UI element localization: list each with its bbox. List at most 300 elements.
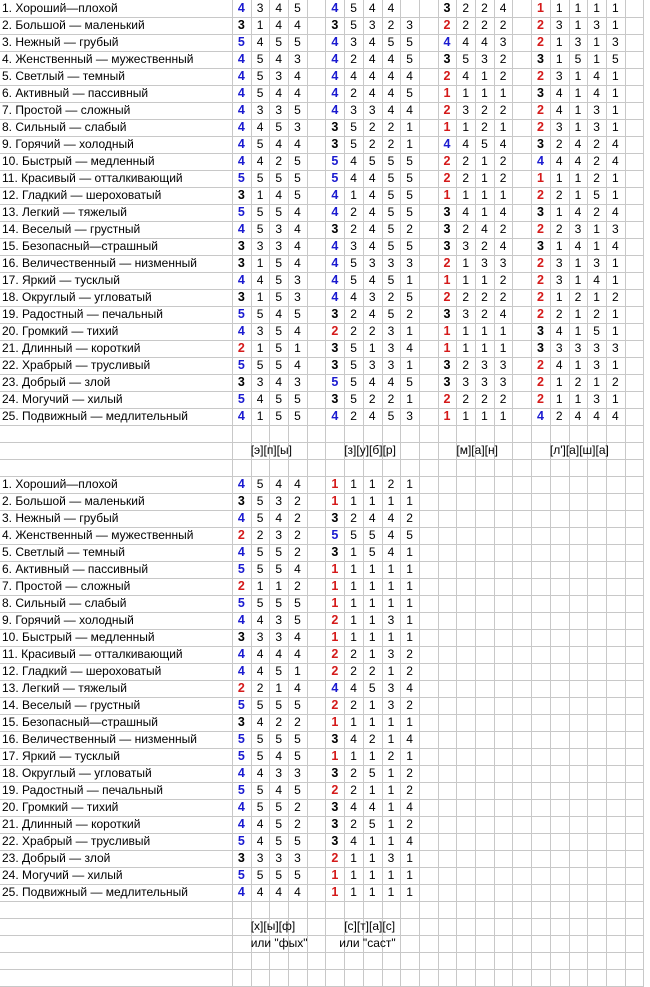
score-cell: 2 — [350, 307, 357, 321]
score-cell: 1 — [574, 86, 582, 100]
grid-cell — [513, 510, 533, 528]
grid-cell — [456, 493, 476, 511]
score-cell: 4 — [368, 511, 376, 525]
grid-cell — [569, 714, 589, 732]
grid-cell — [344, 459, 364, 477]
score-cell: 1 — [387, 766, 395, 780]
score-cell: 5 — [275, 409, 283, 423]
score-cell: 1 — [574, 69, 582, 83]
score-cell: 3 — [555, 120, 563, 134]
score-cell: 2 — [462, 1, 470, 15]
score-cell: 1 — [574, 103, 582, 117]
grid-cell — [569, 510, 589, 528]
grid-cell — [307, 731, 327, 749]
score-cell: 4 — [406, 732, 413, 746]
score-cell: 5 — [256, 477, 264, 491]
grid-cell — [419, 51, 439, 69]
grid-cell — [269, 425, 289, 443]
score-cell: 4 — [387, 52, 395, 66]
score-cell: 4 — [368, 222, 376, 236]
attribute-label: 12. Гладкий — шероховатый — [2, 664, 162, 678]
grid-cell — [550, 578, 570, 596]
grid-cell — [475, 731, 495, 749]
grid-cell — [419, 714, 439, 732]
score-cell: 4 — [275, 137, 283, 151]
grid-cell — [625, 510, 645, 528]
grid-cell — [363, 459, 383, 477]
grid-cell — [513, 561, 533, 579]
attribute-label: 24. Могучий — хилый — [2, 392, 123, 406]
grid-cell — [569, 493, 589, 511]
grid-cell — [456, 612, 476, 630]
score-cell: 1 — [368, 783, 376, 797]
score-cell: 2 — [275, 715, 283, 729]
grid-cell — [606, 918, 626, 936]
score-cell: 3 — [256, 375, 264, 389]
attribute-label: 6. Активный — пассивный — [2, 562, 149, 576]
grid-cell — [307, 782, 327, 800]
score-cell: 1 — [368, 341, 376, 355]
grid-cell — [475, 425, 495, 443]
grid-cell — [419, 952, 439, 970]
summary-score: 5 — [237, 358, 245, 372]
score-cell: 5 — [294, 154, 301, 168]
score-cell: 5 — [294, 834, 301, 848]
summary-score: 4 — [331, 35, 339, 49]
grid-cell — [531, 629, 551, 647]
score-cell: 4 — [555, 103, 563, 117]
grid-cell — [513, 323, 533, 341]
score-cell: 2 — [350, 783, 357, 797]
score-cell: 5 — [368, 681, 376, 695]
score-cell: 3 — [593, 341, 600, 355]
score-cell: 3 — [387, 324, 395, 338]
grid-cell — [606, 527, 626, 545]
score-cell: 5 — [256, 358, 264, 372]
grid-cell — [531, 612, 551, 630]
score-cell: 1 — [481, 324, 488, 338]
score-cell: 2 — [406, 307, 413, 321]
summary-score: 5 — [237, 698, 245, 712]
grid-cell — [569, 459, 589, 477]
grid-cell — [606, 510, 626, 528]
grid-cell — [456, 833, 476, 851]
score-cell: 4 — [387, 528, 395, 542]
grid-cell — [494, 850, 514, 868]
score-cell: 3 — [275, 239, 283, 253]
grid-cell — [606, 663, 626, 681]
summary-score: 1 — [331, 562, 339, 576]
grid-cell — [531, 459, 551, 477]
grid-cell — [494, 476, 514, 494]
score-cell: 1 — [368, 630, 376, 644]
score-cell: 3 — [481, 256, 488, 270]
summary-score: 2 — [537, 358, 544, 372]
grid-cell — [606, 901, 626, 919]
alt-spelling-note: или "фых" — [250, 936, 308, 950]
grid-cell — [419, 391, 439, 409]
score-cell: 3 — [555, 18, 563, 32]
grid-cell — [513, 119, 533, 137]
grid-cell — [569, 646, 589, 664]
grid-cell — [606, 680, 626, 698]
summary-score: 1 — [331, 868, 339, 882]
grid-cell — [494, 697, 514, 715]
score-cell: 4 — [612, 154, 619, 168]
grid-cell — [513, 102, 533, 120]
score-cell: 2 — [481, 1, 488, 15]
grid-cell — [419, 493, 439, 511]
grid-cell — [625, 561, 645, 579]
attribute-label: 18. Округлый — угловатый — [2, 290, 152, 304]
grid-cell — [494, 969, 514, 987]
score-cell: 4 — [256, 766, 264, 780]
score-cell: 1 — [406, 358, 413, 372]
score-cell: 3 — [368, 18, 376, 32]
summary-score: 3 — [443, 358, 451, 372]
score-cell: 2 — [387, 749, 395, 763]
score-cell: 2 — [499, 52, 507, 66]
score-cell: 3 — [275, 613, 283, 627]
grid-cell — [438, 527, 458, 545]
score-cell: 5 — [294, 868, 301, 882]
score-cell: 5 — [406, 86, 413, 100]
attribute-label: 7. Простой — сложный — [2, 103, 131, 117]
score-cell: 1 — [555, 35, 563, 49]
grid-cell — [494, 646, 514, 664]
grid-cell — [0, 935, 233, 953]
grid-cell — [513, 646, 533, 664]
grid-cell — [307, 272, 327, 290]
grid-cell — [251, 969, 271, 987]
grid-cell — [513, 136, 533, 154]
score-cell: 4 — [275, 86, 283, 100]
score-cell: 3 — [481, 358, 488, 372]
grid-cell — [513, 663, 533, 681]
grid-cell — [475, 799, 495, 817]
grid-cell — [400, 901, 420, 919]
score-cell: 1 — [612, 103, 619, 117]
summary-score: 5 — [237, 171, 245, 185]
score-cell: 5 — [294, 596, 301, 610]
grid-cell — [587, 833, 607, 851]
grid-cell — [513, 901, 533, 919]
grid-cell — [513, 748, 533, 766]
attribute-label: 4. Женственный — мужественный — [2, 528, 194, 542]
score-cell: 3 — [612, 341, 619, 355]
score-cell: 1 — [368, 868, 376, 882]
grid-cell — [625, 187, 645, 205]
score-cell: 5 — [256, 69, 264, 83]
grid-cell — [569, 544, 589, 562]
score-cell: 1 — [593, 239, 600, 253]
score-cell: 3 — [368, 256, 376, 270]
summary-score: 4 — [331, 239, 339, 253]
score-cell: 1 — [462, 256, 470, 270]
score-cell: 5 — [387, 35, 395, 49]
summary-score: 3 — [237, 18, 245, 32]
grid-cell — [307, 238, 327, 256]
score-cell: 1 — [612, 1, 619, 15]
grid-cell — [307, 629, 327, 647]
grid-cell — [531, 442, 551, 460]
summary-score: 1 — [331, 579, 339, 593]
grid-cell — [0, 918, 233, 936]
grid-cell — [587, 697, 607, 715]
attribute-label: 14. Веселый — грустный — [2, 698, 141, 712]
summary-score: 5 — [237, 562, 245, 576]
grid-cell — [587, 901, 607, 919]
grid-cell — [307, 170, 327, 188]
score-cell: 2 — [462, 290, 470, 304]
score-cell: 1 — [481, 188, 488, 202]
score-cell: 1 — [368, 851, 376, 865]
grid-cell — [625, 374, 645, 392]
grid-cell — [494, 731, 514, 749]
score-cell: 1 — [406, 324, 413, 338]
grid-cell — [550, 646, 570, 664]
score-cell: 4 — [256, 715, 264, 729]
score-cell: 5 — [256, 732, 264, 746]
grid-cell — [307, 187, 327, 205]
grid-cell — [550, 476, 570, 494]
score-cell: 1 — [368, 647, 376, 661]
score-cell: 1 — [555, 239, 563, 253]
score-cell: 1 — [612, 120, 619, 134]
grid-cell — [550, 459, 570, 477]
score-cell: 5 — [275, 800, 283, 814]
score-cell: 4 — [256, 885, 264, 899]
grid-cell — [625, 850, 645, 868]
attribute-label: 16. Величественный — низменный — [2, 732, 197, 746]
summary-score: 1 — [443, 86, 451, 100]
score-cell: 1 — [294, 664, 301, 678]
grid-cell — [513, 408, 533, 426]
score-cell: 2 — [350, 409, 357, 423]
grid-cell — [494, 578, 514, 596]
score-cell: 5 — [256, 749, 264, 763]
score-cell: 1 — [462, 273, 470, 287]
score-cell: 3 — [294, 851, 301, 865]
grid-cell — [438, 476, 458, 494]
score-cell: 1 — [593, 222, 600, 236]
grid-cell — [307, 578, 327, 596]
grid-cell — [513, 255, 533, 273]
grid-cell — [625, 459, 645, 477]
grid-cell — [606, 425, 626, 443]
score-cell: 4 — [593, 86, 600, 100]
score-cell: 5 — [350, 528, 357, 542]
score-cell: 1 — [499, 324, 507, 338]
grid-cell — [475, 918, 495, 936]
grid-cell — [475, 816, 495, 834]
grid-cell — [494, 816, 514, 834]
grid-cell — [419, 901, 439, 919]
score-cell: 1 — [368, 834, 376, 848]
summary-score: 2 — [537, 18, 544, 32]
score-cell: 4 — [294, 69, 301, 83]
score-cell: 1 — [612, 256, 619, 270]
attribute-label: 19. Радостный — печальный — [2, 307, 163, 321]
score-cell: 4 — [555, 324, 563, 338]
grid-cell — [494, 425, 514, 443]
grid-cell — [307, 680, 327, 698]
grid-cell — [513, 782, 533, 800]
grid-cell — [625, 221, 645, 239]
grid-cell — [288, 425, 308, 443]
score-cell: 2 — [294, 817, 301, 831]
grid-cell — [307, 476, 327, 494]
grid-cell — [475, 884, 495, 902]
score-cell: 5 — [294, 749, 301, 763]
score-cell: 1 — [406, 477, 413, 491]
grid-cell — [513, 918, 533, 936]
summary-score: 2 — [237, 579, 245, 593]
summary-score: 5 — [237, 732, 245, 746]
grid-cell — [625, 544, 645, 562]
grid-cell — [531, 731, 551, 749]
grid-cell — [606, 612, 626, 630]
attribute-label: 21. Длинный — короткий — [2, 341, 141, 355]
score-cell: 1 — [350, 545, 357, 559]
grid-cell — [550, 867, 570, 885]
score-cell: 5 — [350, 120, 357, 134]
grid-cell — [251, 952, 271, 970]
grid-cell — [513, 85, 533, 103]
score-cell: 5 — [275, 358, 283, 372]
score-cell: 1 — [406, 579, 413, 593]
grid-cell — [587, 425, 607, 443]
score-cell: 2 — [406, 647, 413, 661]
score-cell: 4 — [555, 154, 563, 168]
score-cell: 5 — [256, 511, 264, 525]
summary-score: 4 — [237, 324, 245, 338]
score-cell: 4 — [275, 188, 283, 202]
grid-cell — [438, 935, 458, 953]
grid-cell — [625, 884, 645, 902]
score-cell: 4 — [275, 749, 283, 763]
grid-cell — [419, 442, 439, 460]
score-cell: 2 — [555, 137, 563, 151]
grid-cell — [0, 459, 233, 477]
attribute-label: 1. Хороший—плохой — [2, 1, 118, 15]
grid-cell — [587, 969, 607, 987]
grid-cell — [400, 952, 420, 970]
grid-cell — [513, 0, 533, 18]
score-cell: 4 — [256, 817, 264, 831]
score-cell: 5 — [275, 664, 283, 678]
grid-cell — [307, 340, 327, 358]
score-cell: 5 — [294, 35, 301, 49]
score-cell: 4 — [256, 647, 264, 661]
grid-cell — [494, 459, 514, 477]
grid-cell — [363, 425, 383, 443]
grid-cell — [475, 578, 495, 596]
summary-score: 3 — [331, 222, 339, 236]
score-cell: 1 — [406, 851, 413, 865]
score-cell: 1 — [368, 579, 376, 593]
score-cell: 1 — [368, 885, 376, 899]
score-cell: 1 — [612, 324, 619, 338]
score-cell: 4 — [294, 630, 301, 644]
score-cell: 3 — [574, 222, 582, 236]
grid-cell — [307, 918, 327, 936]
grid-cell — [569, 476, 589, 494]
score-cell: 4 — [294, 205, 301, 219]
grid-cell — [494, 952, 514, 970]
score-cell: 5 — [387, 154, 395, 168]
grid-cell — [419, 238, 439, 256]
score-cell: 1 — [481, 171, 488, 185]
summary-score: 2 — [331, 698, 339, 712]
grid-cell — [606, 595, 626, 613]
grid-cell — [307, 935, 327, 953]
grid-cell — [419, 884, 439, 902]
grid-cell — [438, 561, 458, 579]
attribute-label: 13. Легкий — тяжелый — [2, 205, 127, 219]
score-cell: 1 — [555, 52, 563, 66]
grid-cell — [513, 17, 533, 35]
grid-cell — [606, 442, 626, 460]
score-cell: 3 — [387, 647, 395, 661]
grid-cell — [419, 68, 439, 86]
summary-score: 2 — [443, 392, 451, 406]
summary-score: 4 — [331, 290, 339, 304]
grid-cell — [438, 442, 458, 460]
grid-cell — [625, 68, 645, 86]
summary-score: 3 — [331, 341, 339, 355]
phoneme-brackets: [х][ы][ф] — [250, 919, 296, 933]
score-cell: 4 — [294, 137, 301, 151]
grid-cell — [438, 544, 458, 562]
score-cell: 1 — [275, 579, 283, 593]
grid-cell — [625, 85, 645, 103]
grid-cell — [625, 663, 645, 681]
grid-cell — [625, 51, 645, 69]
grid-cell — [419, 119, 439, 137]
score-cell: 2 — [406, 766, 413, 780]
grid-cell — [494, 527, 514, 545]
grid-cell — [531, 969, 551, 987]
grid-cell — [456, 799, 476, 817]
score-cell: 1 — [350, 477, 357, 491]
grid-cell — [419, 34, 439, 52]
grid-cell — [307, 0, 327, 18]
score-cell: 3 — [406, 256, 413, 270]
score-cell: 5 — [481, 137, 488, 151]
score-cell: 1 — [499, 409, 507, 423]
score-cell: 4 — [555, 358, 563, 372]
grid-cell — [438, 646, 458, 664]
score-cell: 1 — [406, 749, 413, 763]
score-cell: 1 — [593, 52, 600, 66]
score-cell: 2 — [368, 732, 376, 746]
grid-cell — [550, 935, 570, 953]
score-cell: 4 — [294, 562, 301, 576]
grid-cell — [344, 425, 364, 443]
summary-score: 3 — [331, 137, 339, 151]
score-cell: 5 — [406, 188, 413, 202]
summary-score: 1 — [331, 494, 339, 508]
score-cell: 1 — [368, 477, 376, 491]
score-cell: 4 — [368, 69, 376, 83]
score-cell: 4 — [462, 35, 470, 49]
score-cell: 5 — [294, 307, 301, 321]
grid-cell — [531, 901, 551, 919]
score-cell: 3 — [275, 766, 283, 780]
score-cell: 5 — [275, 732, 283, 746]
grid-cell — [550, 918, 570, 936]
